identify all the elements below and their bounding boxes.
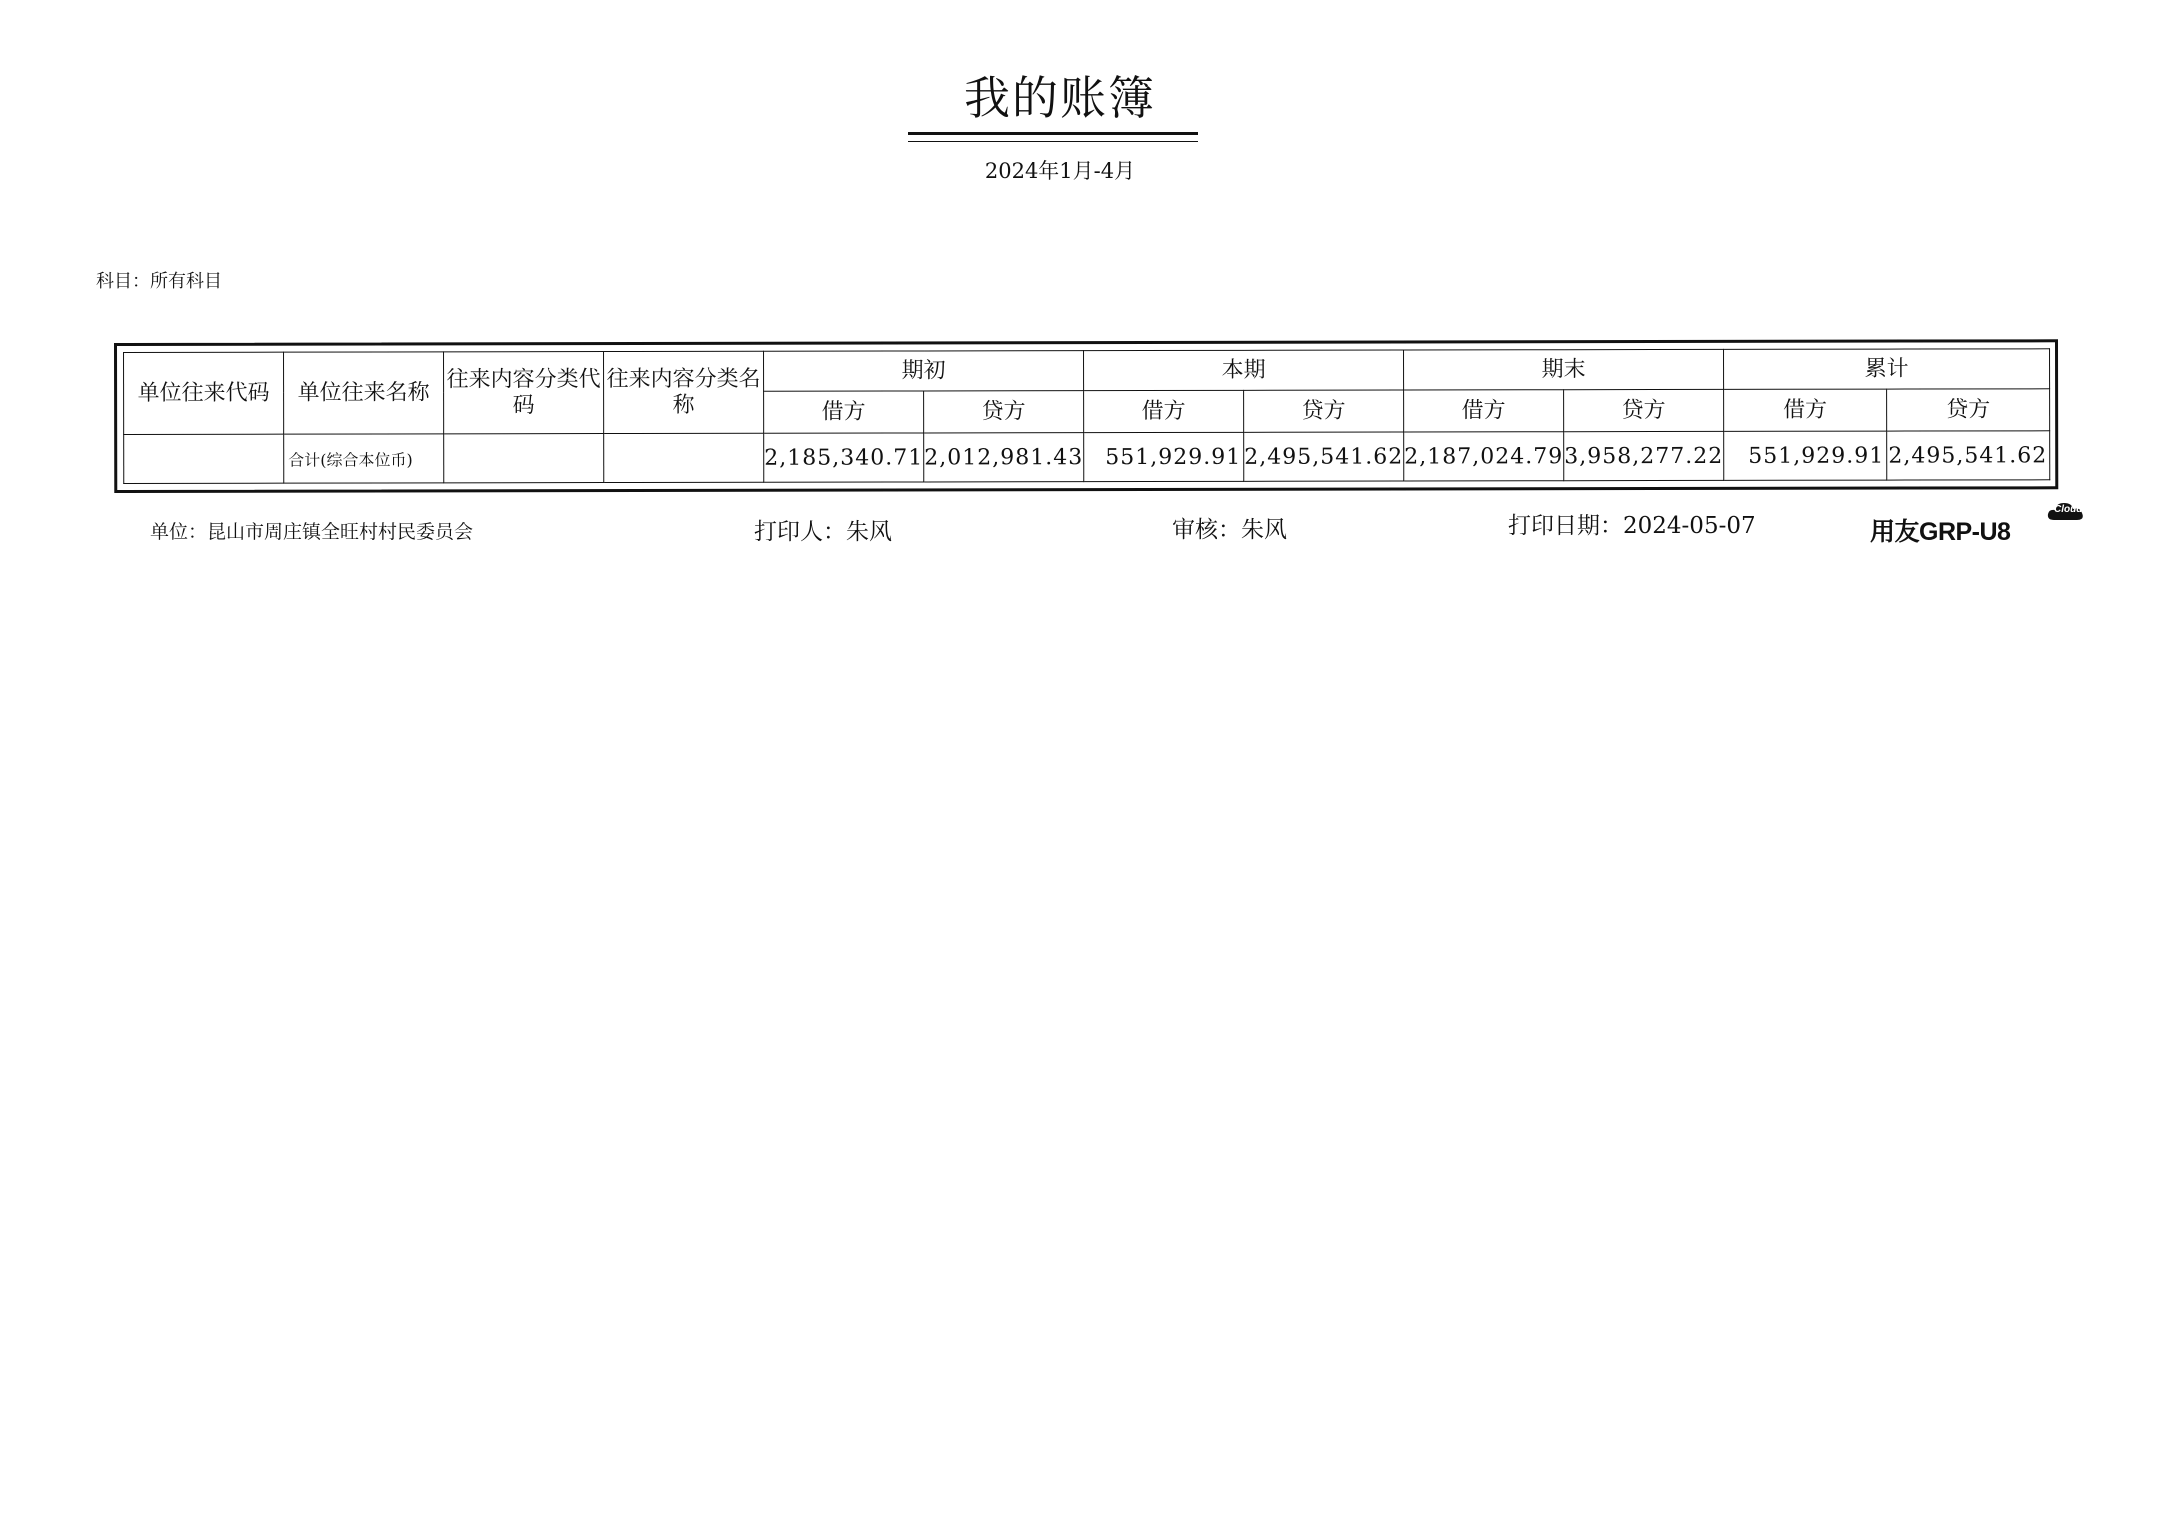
cell-category-code xyxy=(444,434,604,483)
brand-logo-text: 用友GRP-U8 xyxy=(1870,518,2011,546)
cell-category-name xyxy=(604,433,764,482)
cell-closing-credit: 3,958,277.22 xyxy=(1564,431,1724,480)
header-unit-code: 单位往来代码 xyxy=(124,352,284,434)
document-title: 我的账簿 xyxy=(964,71,1156,125)
header-current-credit: 贷方 xyxy=(1244,390,1404,432)
brand-logo xyxy=(1870,500,2086,544)
cell-current-debit: 551,929.91 xyxy=(1084,432,1244,481)
subject-label: 科目：所有科目 xyxy=(96,271,222,292)
title-underline-thin xyxy=(908,141,1198,142)
footer-print-date: 打印日期：2024-05-07 xyxy=(1508,513,1756,539)
header-cumulative-debit: 借方 xyxy=(1724,389,1887,431)
header-opening-debit: 借方 xyxy=(764,391,924,433)
header-category-code: 往来内容分类代码 xyxy=(444,352,604,434)
cell-closing-debit: 2,187,024.79 xyxy=(1404,432,1564,481)
ledger-table-frame xyxy=(114,339,2058,493)
ledger-table xyxy=(123,348,2050,484)
header-unit-name: 单位往来名称 xyxy=(284,352,444,434)
header-cumulative-credit: 贷方 xyxy=(1887,389,2050,431)
header-category-name: 往来内容分类名称 xyxy=(604,351,764,433)
table-row xyxy=(124,431,2050,484)
cell-current-credit: 2,495,541.62 xyxy=(1244,432,1404,481)
cell-cumulative-credit: 2,495,541.62 xyxy=(1887,431,2050,480)
title-underline xyxy=(908,132,1198,135)
header-current: 本期 xyxy=(1084,350,1404,391)
header-opening-credit: 贷方 xyxy=(924,391,1084,433)
cell-unit-code xyxy=(124,434,284,483)
report-period: 2024年1月-4月 xyxy=(984,159,1136,183)
footer-auditor: 审核：朱风 xyxy=(1172,517,1287,543)
header-closing-debit: 借方 xyxy=(1404,390,1564,432)
footer-printer: 打印人：朱风 xyxy=(754,519,892,545)
cell-unit-name: 合计(综合本位币) xyxy=(284,434,444,483)
header-closing-credit: 贷方 xyxy=(1564,389,1724,431)
header-cumulative: 累计 xyxy=(1724,349,2050,390)
cell-cumulative-debit: 551,929.91 xyxy=(1724,431,1887,480)
header-current-debit: 借方 xyxy=(1084,390,1244,432)
cell-opening-debit: 2,185,340.71 xyxy=(764,433,924,482)
footer-unit: 单位：昆山市周庄镇全旺村村民委员会 xyxy=(150,521,474,543)
header-closing: 期末 xyxy=(1404,349,1724,390)
brand-cloud-label: Cloud xyxy=(2054,504,2083,515)
cell-opening-credit: 2,012,981.43 xyxy=(924,433,1084,482)
header-opening: 期初 xyxy=(764,351,1084,392)
